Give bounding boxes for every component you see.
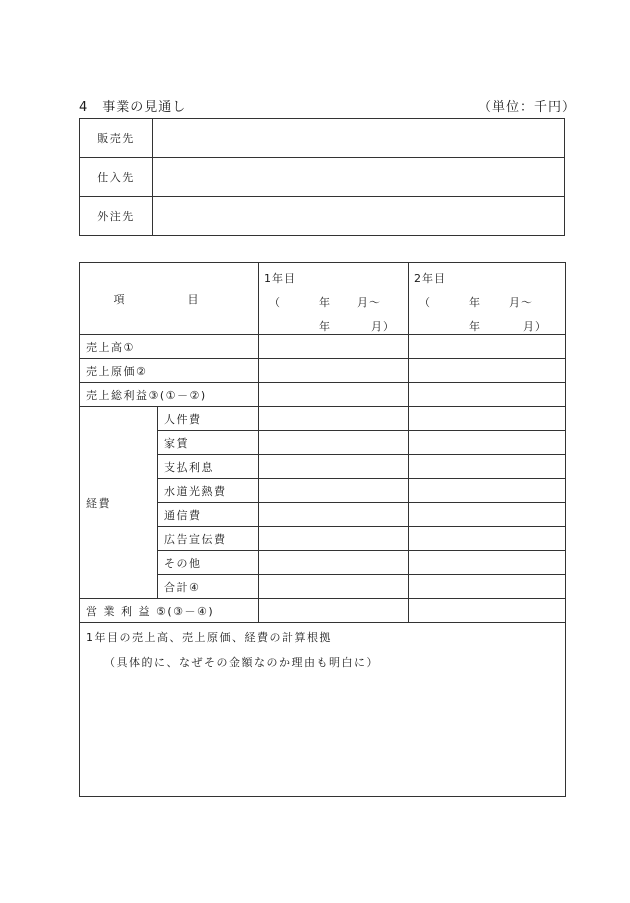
calculation-basis-field[interactable] [80, 623, 566, 797]
year2-cell[interactable] [409, 407, 566, 431]
year2-cell[interactable] [409, 479, 566, 503]
unit-label: （単位：千円） [478, 100, 577, 115]
expense-label: 通信費 [158, 503, 259, 527]
partner-row [80, 197, 565, 236]
year1-close: 月） [371, 320, 395, 333]
year1-year: 年 [319, 296, 331, 309]
memo-line-1: 1年目の売上高、売上原価、経費の計算根拠 [86, 631, 332, 644]
partner-label: 販売先 [80, 119, 153, 158]
row-label-cost: 売上原価② [80, 359, 259, 383]
year2-cell[interactable] [409, 599, 566, 623]
header-row [80, 263, 566, 335]
forecast-table [79, 262, 566, 797]
partner-value-field[interactable] [153, 197, 565, 236]
partner-label: 仕入先 [80, 158, 153, 197]
year2-year-to: 年 [469, 320, 481, 333]
year1-cell[interactable] [259, 575, 409, 599]
year1-cell[interactable] [259, 551, 409, 575]
section-heading: 4 事業の見通し [79, 100, 187, 115]
partner-row [80, 119, 565, 158]
year1-cell[interactable] [259, 599, 409, 623]
row-label-sales: 売上高① [80, 335, 259, 359]
year2-cell[interactable] [409, 503, 566, 527]
table-row [80, 383, 566, 407]
expense-label: 支払利息 [158, 455, 259, 479]
year2-cell[interactable] [409, 359, 566, 383]
year2-label: 2年目 [414, 272, 446, 285]
year2-month-from: 月～ [509, 296, 533, 309]
expense-label: その他 [158, 551, 259, 575]
year1-cell[interactable] [259, 527, 409, 551]
row-label-operating-profit: 営 業 利 益 ⑤(③－④) [80, 599, 259, 623]
year1-cell[interactable] [259, 455, 409, 479]
year2-cell[interactable] [409, 335, 566, 359]
year2-cell[interactable] [409, 551, 566, 575]
year1-cell[interactable] [259, 479, 409, 503]
partner-row [80, 158, 565, 197]
year1-month-from: 月～ [357, 296, 381, 309]
expense-group-label: 経費 [80, 407, 158, 599]
year1-open: （ [269, 296, 281, 309]
year1-cell[interactable] [259, 383, 409, 407]
partners-table [79, 118, 565, 236]
total-label: 合計④ [158, 575, 259, 599]
expense-label: 広告宣伝費 [158, 527, 259, 551]
year1-header [259, 263, 409, 335]
table-row [80, 407, 566, 431]
row-label-gross-profit: 売上総利益③(①－②) [80, 383, 259, 407]
year1-year-to: 年 [319, 320, 331, 333]
year1-cell[interactable] [259, 503, 409, 527]
year2-cell[interactable] [409, 575, 566, 599]
expense-label: 人件費 [158, 407, 259, 431]
year2-cell[interactable] [409, 527, 566, 551]
expense-label: 家賃 [158, 431, 259, 455]
item-header: 項 目 [80, 263, 259, 335]
table-row [80, 359, 566, 383]
expense-label: 水道光熱費 [158, 479, 259, 503]
year1-cell[interactable] [259, 335, 409, 359]
partner-value-field[interactable] [153, 158, 565, 197]
table-row [80, 599, 566, 623]
table-row [80, 335, 566, 359]
year1-cell[interactable] [259, 359, 409, 383]
year2-cell[interactable] [409, 455, 566, 479]
partner-label: 外注先 [80, 197, 153, 236]
year2-close: 月） [523, 320, 547, 333]
year1-label: 1年目 [264, 272, 296, 285]
memo-row [80, 623, 566, 797]
memo-line-2: （具体的に、なぜその金額なのか理由も明白に） [104, 656, 379, 669]
year2-header [409, 263, 566, 335]
year2-cell[interactable] [409, 431, 566, 455]
partner-value-field[interactable] [153, 119, 565, 158]
year2-cell[interactable] [409, 383, 566, 407]
year2-open: （ [419, 296, 431, 309]
year2-year: 年 [469, 296, 481, 309]
year1-cell[interactable] [259, 431, 409, 455]
year1-cell[interactable] [259, 407, 409, 431]
